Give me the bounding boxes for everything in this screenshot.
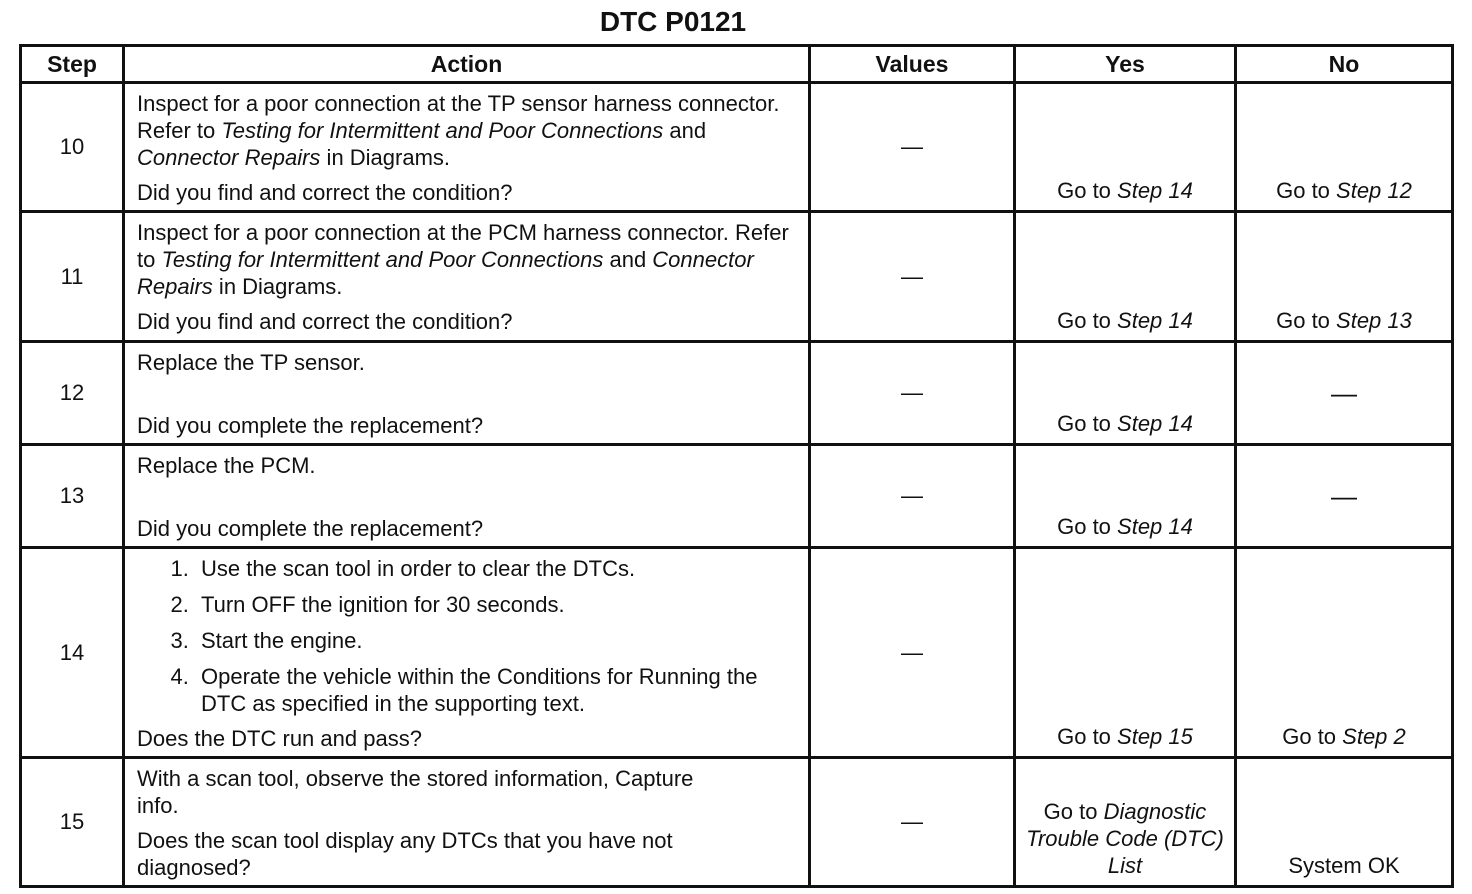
no-outcome: Go to Step 12 [1236, 83, 1453, 212]
step-number: 13 [21, 445, 124, 548]
action-cell [124, 83, 810, 212]
yes-outcome: Go to Step 14 [1015, 445, 1236, 548]
action-cell [124, 342, 810, 445]
action-question: Did you find and correct the condition? [137, 180, 513, 205]
table-row [21, 548, 1453, 758]
header-values: Values [810, 46, 1015, 83]
table-row [21, 445, 1453, 548]
action-question: Does the DTC run and pass? [137, 726, 422, 751]
step-reference: Step 14 [1117, 514, 1193, 539]
value-cell: — [810, 445, 1015, 548]
manual-reference: Connector Repairs [137, 247, 754, 299]
step-reference: Step 15 [1117, 724, 1193, 749]
table-row [21, 212, 1453, 342]
no-outcome: — [1236, 445, 1453, 548]
step-reference: Step 14 [1117, 308, 1193, 333]
value-cell: — [810, 548, 1015, 758]
step-number: 12 [21, 342, 124, 445]
list-item: 4. Operate the vehicle within the Conditions for Running the DTC as specified in the supporting text. [195, 663, 798, 717]
step-number: 14 [21, 548, 124, 758]
action-cell [124, 548, 810, 758]
yes-outcome: Go to Step 14 [1015, 212, 1236, 342]
value-cell: — [810, 342, 1015, 445]
action-cell [124, 212, 810, 342]
diagnostic-reference: Diagnostic Trouble Code (DTC) List [1026, 799, 1224, 878]
page-title: DTC P0121 [599, 6, 747, 37]
action-cell [124, 445, 810, 548]
instruction-list [137, 555, 798, 717]
dtc-table [19, 44, 1454, 888]
action-text: Replace the TP sensor. [137, 350, 365, 375]
step-reference: Step 13 [1336, 308, 1412, 333]
no-outcome: — [1236, 342, 1453, 445]
action-question: Did you complete the replacement? [137, 516, 484, 541]
step-number: 11 [21, 212, 124, 342]
value-cell: — [810, 758, 1015, 887]
action-text: Inspect for a poor connection at the TP sensor harness connector. Refer to Testing for Intermittent and Poor Connections and Connector Repairs in Diagrams. [137, 91, 780, 170]
no-outcome: Go to Step 13 [1236, 212, 1453, 342]
action-question: Did you complete the replacement? [137, 413, 484, 438]
table-row [21, 342, 1453, 445]
action-cell [124, 758, 810, 887]
yes-outcome: Go to Diagnostic Trouble Code (DTC) List [1015, 758, 1236, 887]
action-text: With a scan tool, observe the stored information, Capture info. [137, 766, 694, 818]
value-cell: — [810, 83, 1015, 212]
step-reference: Step 12 [1336, 178, 1412, 203]
header-action: Action [124, 46, 810, 83]
manual-reference: Testing for Intermittent and Poor Connections [161, 247, 604, 272]
yes-outcome: Go to Step 14 [1015, 83, 1236, 212]
header-no: No [1236, 46, 1453, 83]
manual-reference: Connector Repairs [137, 145, 321, 170]
list-item: 2. Turn OFF the ignition for 30 seconds. [195, 591, 798, 618]
step-number: 10 [21, 83, 124, 212]
yes-outcome: Go to Step 15 [1015, 548, 1236, 758]
action-question: Did you find and correct the condition? [137, 309, 513, 334]
action-text: Replace the PCM. [137, 453, 316, 478]
action-text: Inspect for a poor connection at the PCM harness connector. Refer to Testing for Intermittent and Poor Connections and Connector Repairs in Diagrams. [137, 220, 789, 299]
header-step: Step [21, 46, 124, 83]
manual-reference: Testing for Intermittent and Poor Connections [221, 118, 664, 143]
yes-outcome: Go to Step 14 [1015, 342, 1236, 445]
value-cell: — [810, 212, 1015, 342]
action-question: Does the scan tool display any DTCs that you have not diagnosed? [137, 828, 673, 880]
table-row [21, 83, 1453, 212]
step-reference: Step 14 [1117, 411, 1193, 436]
table-row [21, 758, 1453, 887]
step-reference: Step 2 [1342, 724, 1406, 749]
header-row [21, 46, 1453, 83]
header-yes: Yes [1015, 46, 1236, 83]
no-outcome: System OK [1236, 758, 1453, 887]
list-item: 3. Start the engine. [195, 627, 798, 654]
step-reference: Step 14 [1117, 178, 1193, 203]
no-outcome: Go to Step 2 [1236, 548, 1453, 758]
list-item: 1. Use the scan tool in order to clear the DTCs. [195, 555, 798, 582]
step-number: 15 [21, 758, 124, 887]
